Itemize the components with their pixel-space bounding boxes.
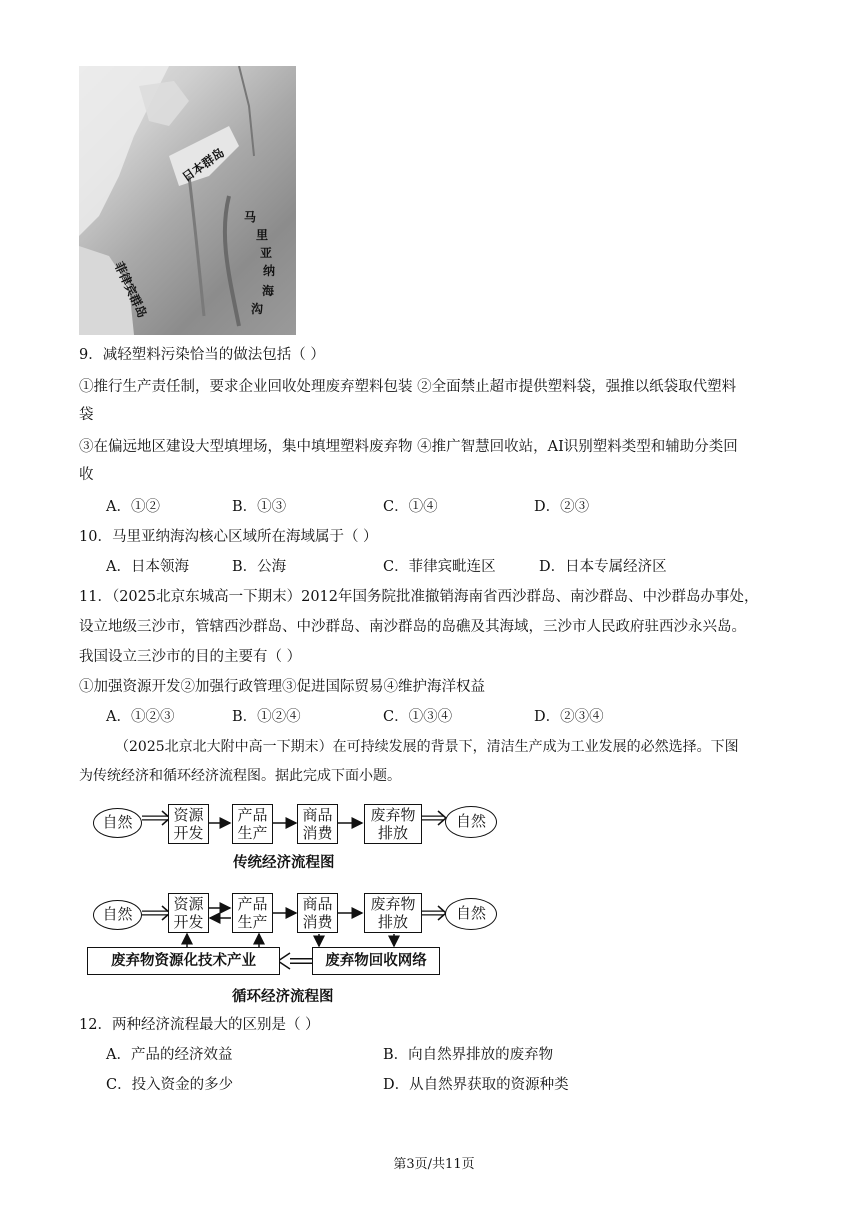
q12-choice-b[interactable]: B．向自然界排放的废弃物 — [383, 1047, 554, 1063]
q11-stem-line2: 设立地级三沙市，管辖西沙群岛、中沙群岛、南沙群岛的岛礁及其海域，三沙市人民政府驻西沙永兴岛。 — [79, 619, 746, 635]
diagram2-nature-right: 自然 — [445, 898, 497, 930]
q11-choice-b[interactable]: B．①②④ — [232, 709, 301, 725]
diagram2-box4-line2: 排放 — [377, 913, 408, 931]
q9-choice-c[interactable]: C．①④ — [383, 499, 438, 515]
q11-options: ①加强资源开发②加强行政管理③促进国际贸易④维护海洋权益 — [79, 679, 485, 695]
q12-choice-c[interactable]: C．投入资金的多少 — [106, 1077, 234, 1093]
intro-line1: （2025北京北大附中高一下期末）在可持续发展的背景下，清洁生产成为工业发展的必然选择。下图 — [115, 739, 739, 755]
map-label-japan: 日本群岛 — [179, 145, 227, 185]
diagram1-box4-line1: 废弃物 — [370, 806, 416, 824]
diagram2-title: 循环经济流程图 — [232, 988, 334, 1005]
diagram1-box4-line2: 排放 — [377, 824, 408, 842]
diagram1-box1-line2: 开发 — [173, 824, 204, 842]
q12-question: 12．两种经济流程最大的区别是（ ） — [79, 1017, 320, 1033]
diagram1-nature-left: 自然 — [93, 808, 142, 838]
q12-choice-a[interactable]: A．产品的经济效益 — [106, 1047, 233, 1063]
map-label-mariana-3: 亚 — [260, 246, 273, 260]
q11-choice-c[interactable]: C．①③④ — [383, 709, 453, 725]
diagram1-box3-line2: 消费 — [302, 824, 333, 842]
q12-choice-d[interactable]: D．从自然界获取的资源种类 — [383, 1077, 569, 1093]
diagram1-box2-line2: 生产 — [237, 824, 268, 842]
q10-choice-c[interactable]: C．菲律宾毗连区 — [383, 559, 496, 575]
q10-question: 10．马里亚纳海沟核心区域所在海域属于（ ） — [79, 529, 378, 545]
diagram1-box3-line1: 商品 — [302, 806, 333, 824]
q11-stem-line1: 11．（2025北京东城高一下期末）2012年国务院批准撤销海南省西沙群岛、南沙群岛、中沙群岛办事处， — [79, 589, 759, 605]
map-label-mariana-4: 纳 — [263, 264, 276, 278]
diagram2-box4-line1: 废弃物 — [370, 895, 416, 913]
diagram2-box1-line2: 开发 — [173, 913, 204, 931]
diagram1-goods-consumption — [297, 804, 338, 844]
q9-options-line4: 收 — [79, 467, 94, 483]
q11-choice-d[interactable]: D．②③④ — [534, 709, 604, 725]
map-label-mariana-2: 里 — [256, 228, 269, 242]
diagram1-product-production — [232, 804, 273, 844]
map-label-mariana-6: 沟 — [251, 302, 264, 316]
q11-choice-a[interactable]: A．①②③ — [106, 709, 175, 725]
q9-choice-b[interactable]: B．①③ — [232, 499, 287, 515]
diagram1-box1-line1: 资源 — [173, 806, 204, 824]
diagram2-waste-discharge — [364, 893, 422, 933]
diagram2-waste-recovery-network: 废弃物回收网络 — [312, 947, 440, 975]
q11-stem-line3: 我国设立三沙市的目的主要有（ ） — [79, 649, 302, 665]
diagram1-title: 传统经济流程图 — [233, 854, 335, 871]
diagram2-resource-development — [168, 893, 209, 933]
q9-question: 9．减轻塑料污染恰当的做法包括（ ） — [79, 347, 325, 363]
q10-choice-d[interactable]: D．日本专属经济区 — [539, 559, 667, 575]
map-label-philippines: 菲律宾群岛 — [111, 259, 150, 320]
diagram2-box2-line2: 生产 — [237, 913, 268, 931]
diagram2-goods-consumption — [297, 893, 338, 933]
diagram2-box2-line1: 产品 — [237, 895, 268, 913]
diagram2-product-production — [232, 893, 273, 933]
q9-options-line1: ①推行生产责任制，要求企业回收处理废弃塑料包装 ②全面禁止超市提供塑料袋，强推以纸袋取代塑料 — [79, 379, 737, 395]
diagram1-resource-development — [168, 804, 209, 844]
map-label-mariana-5: 海 — [262, 284, 275, 298]
diagram1-waste-discharge — [364, 804, 422, 844]
diagram1-box2-line1: 产品 — [237, 806, 268, 824]
diagram2-waste-recycling-industry: 废弃物资源化技术产业 — [87, 947, 280, 975]
diagram2-nature-left: 自然 — [93, 900, 142, 930]
q9-choice-d[interactable]: D．②③ — [534, 499, 590, 515]
q10-choice-a[interactable]: A．日本领海 — [106, 559, 189, 575]
diagram2-box1-line1: 资源 — [173, 895, 204, 913]
intro-line2: 为传统经济和循环经济流程图。据此完成下面小题。 — [79, 768, 401, 784]
q10-choice-b[interactable]: B．公海 — [232, 559, 287, 575]
diagram1-nature-right: 自然 — [445, 806, 497, 838]
map-label-mariana-1: 马 — [244, 210, 257, 224]
q9-options-line3: ③在偏远地区建设大型填埋场，集中填埋塑料废弃物 ④推广智慧回收站，AI识别塑料类型和辅助分类回 — [79, 439, 738, 455]
page-footer: 第3页/共11页 — [393, 1157, 475, 1172]
q9-choice-a[interactable]: A．①② — [106, 499, 160, 515]
diagram2-box3-line1: 商品 — [302, 895, 333, 913]
diagram2-box3-line2: 消费 — [302, 913, 333, 931]
q9-options-line2: 袋 — [79, 407, 94, 423]
